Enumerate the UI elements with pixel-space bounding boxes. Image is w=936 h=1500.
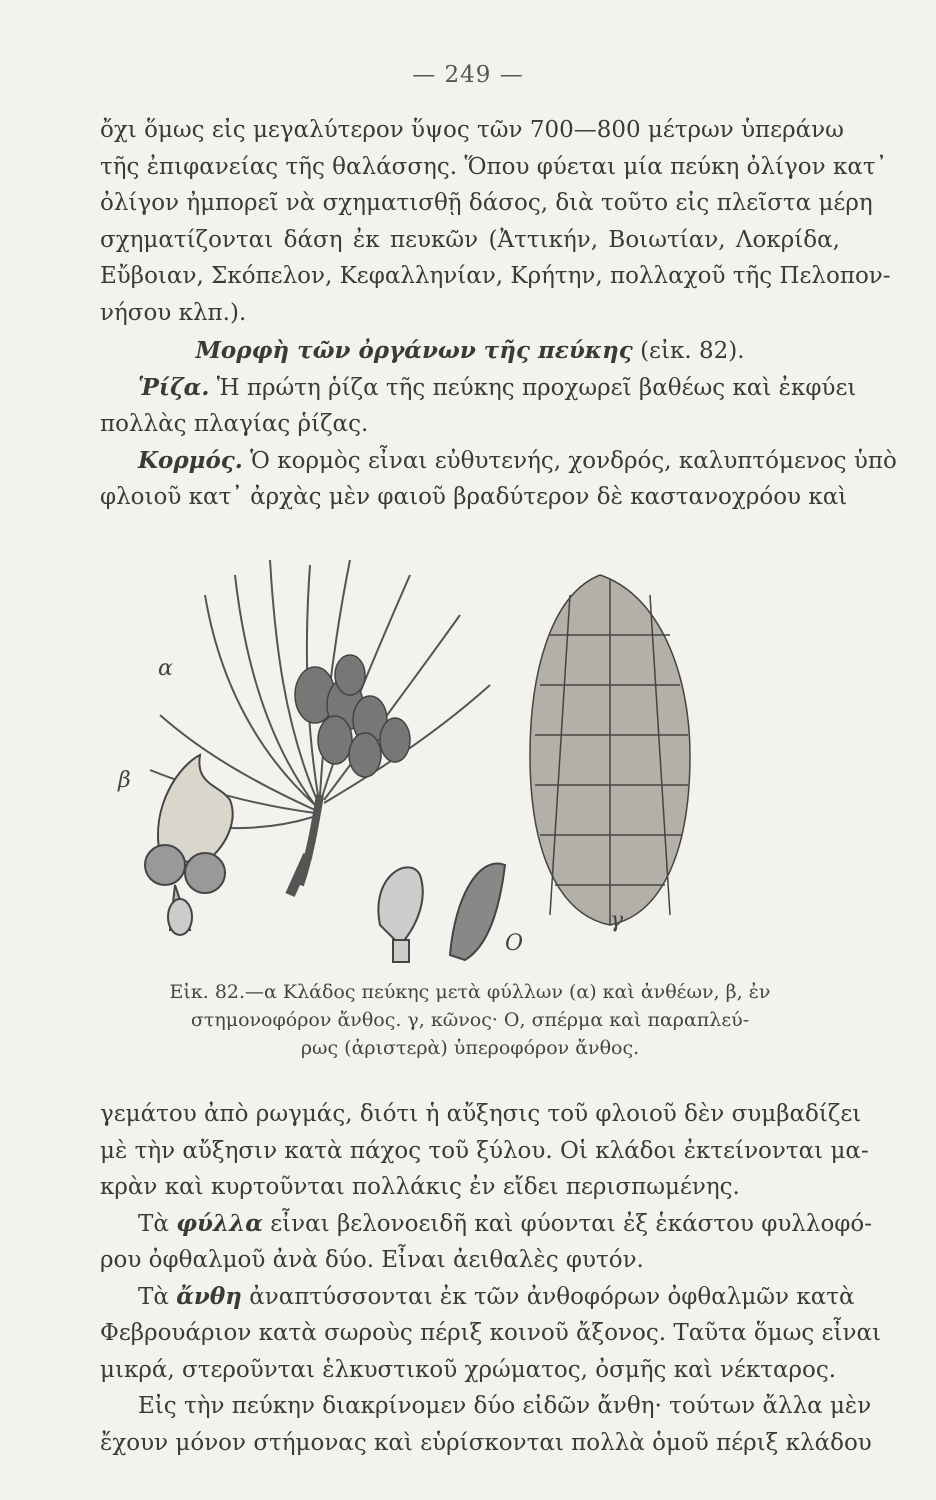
section-heading-title: Μορφὴ τῶν ὀργάνων τῆς πεύκης xyxy=(195,337,633,364)
stamen-flower-drawing xyxy=(145,755,233,935)
leaves-pre: Τὰ xyxy=(138,1210,169,1237)
flowers-pre: Τὰ xyxy=(138,1283,169,1310)
figure-label-g: γ xyxy=(610,908,624,933)
caption-line: στημονοφόρον ἄνθος. γ, κῶνος· Ο, σπέρμα καὶ παραπλεύ- xyxy=(190,1009,750,1031)
bottom-paragraphs xyxy=(100,1096,882,1461)
text-line: ἔχουν μόνον στήμονας καὶ εὑρίσκονται πολλὰ ὁμοῦ πέριξ κλάδου xyxy=(100,1429,872,1456)
top-paragraph xyxy=(100,112,897,516)
leaves-term: φύλλα xyxy=(176,1209,263,1237)
text-line: νήσου κλπ.). xyxy=(100,299,247,326)
caption-line: Εἰκ. 82.—α Κλάδος πεύκης μετὰ φύλλων (α) καὶ ἀνθέων, β, ἐν xyxy=(169,981,771,1003)
section-heading-ref: (εἰκ. 82). xyxy=(640,338,745,364)
flowers-post: ἀναπτύσσονται ἐκ τῶν ἀνθοφόρων ὀφθαλμῶν κατὰ xyxy=(249,1283,855,1310)
pine-illustration xyxy=(110,555,830,975)
section-heading xyxy=(78,333,840,370)
figure-label-o: O xyxy=(505,931,524,956)
text-line: τῆς ἐπιφανείας τῆς θαλάσσης. Ὅπου φύεται μία πεύκη ὀλίγον κατ᾽ xyxy=(100,153,888,180)
root-text: Ἡ πρώτη ῥίζα τῆς πεύκης προχωρεῖ βαθέως καὶ ἐκφύει xyxy=(216,374,857,401)
text-line: Εἰς τὴν πεύκην διακρίνομεν δύο εἰδῶν ἄνθη· τούτων ἄλλα μὲν xyxy=(138,1393,872,1419)
figure-label-b: β xyxy=(118,768,131,793)
trunk-term: Κορμός. xyxy=(138,446,243,474)
pine-cone-drawing xyxy=(530,575,690,925)
trunk-paragraph-line xyxy=(78,443,897,480)
flowers-paragraph-line xyxy=(78,1279,855,1316)
page-number: — 249 — xyxy=(412,62,524,88)
figure-caption xyxy=(120,978,820,1062)
text-line: Φεβρουάριον κατὰ σωροὺς πέριξ κοινοῦ ἄξονος. Ταῦτα ὅμως εἶναι xyxy=(100,1320,882,1346)
text-line: Εὔβοιαν, Σκόπελον, Κεφαλληνίαν, Κρήτην, πολλαχοῦ τῆς Πελοπον- xyxy=(100,263,891,289)
text-line: σχηματίζονται δάση ἐκ πευκῶν (Ἀττικήν, Βοιωτίαν, Λοκρίδα, xyxy=(100,226,840,253)
root-term: Ῥίζα. xyxy=(138,373,210,401)
text-line: φλοιοῦ κατ᾽ ἀρχὰς μὲν φαιοῦ βραδύτερον δὲ καστανοχρόου καὶ xyxy=(100,484,848,510)
trunk-text: Ὁ κορμὸς εἶναι εὐθυτενής, χονδρός, καλυπτόμενος ὑπὸ xyxy=(250,447,897,474)
caption-line: ρως (ἀριστερὰ) ὑπεροφόρον ἄνθος. xyxy=(300,1037,640,1059)
leaves-post: εἶναι βελονοειδῆ καὶ φύονται ἐξ ἑκάστου φυλλοφό- xyxy=(270,1210,873,1237)
text-line: ὄχι ὅμως εἰς μεγαλύτερον ὕψος τῶν 700—800 μέτρων ὑπεράνω xyxy=(100,117,844,143)
text-line: κρὰν καὶ κυρτοῦνται πολλάκις ἐν εἴδει περισπωμένης. xyxy=(100,1174,740,1200)
text-line: ρου ὀφθαλμοῦ ἀνὰ δύο. Εἶναι ἀειθαλὲς φυτόν. xyxy=(100,1247,644,1273)
text-line: ὀλίγον ἠμπορεῖ νὰ σχηματισθῇ δάσος, διὰ τοῦτο εἰς πλεῖστα μέρη xyxy=(100,190,873,216)
root-paragraph-line xyxy=(78,370,857,407)
seed-drawings xyxy=(378,863,505,962)
text-line: πολλὰς πλαγίας ῥίζας. xyxy=(100,411,369,437)
text-line: μικρά, στεροῦνται ἑλκυστικοῦ χρώματος, ὀσμῆς καὶ νέκταρος. xyxy=(100,1356,837,1383)
text-line: μὲ τὴν αὔξησιν κατὰ πάχος τοῦ ξύλου. Οἱ κλάδοι ἐκτείνονται μα- xyxy=(100,1137,869,1164)
flowers-term: ἄνθη xyxy=(176,1282,242,1310)
text-line: γεμάτου ἀπὸ ρωγμάς, διότι ἡ αὔξησις τοῦ φλοιοῦ δὲν συμβαδίζει xyxy=(100,1101,862,1127)
leaves-paragraph-line xyxy=(78,1206,873,1243)
figure-label-a: α xyxy=(158,656,173,681)
